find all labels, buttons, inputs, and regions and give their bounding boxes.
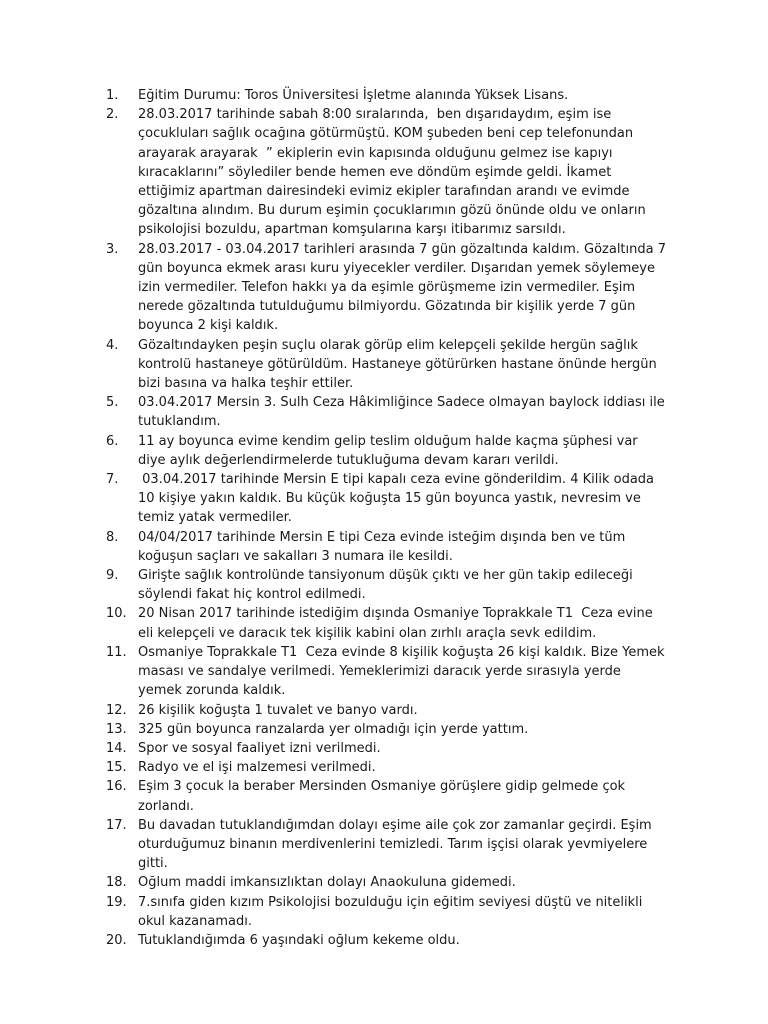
item-number: 11.	[106, 644, 127, 660]
list-item	[106, 643, 669, 701]
item-number: 5.	[106, 395, 119, 411]
list-item	[106, 758, 666, 777]
item-number: 13.	[106, 721, 127, 737]
item-number: 8.	[106, 529, 119, 545]
item-text: Eşim 3 çocuk la beraber Mersinden Osmaniye görüşlere gidip gelmede çok zorlandı.	[138, 779, 630, 814]
list-item	[106, 604, 666, 642]
item-text: Spor ve sosyal faaliyet izni verilmedi.	[138, 740, 381, 756]
item-text: 26 kişilik koğuşta 1 tuvalet ve banyo vardı.	[138, 702, 418, 718]
item-text: 325 gün boyunca ranzalarda yer olmadığı için yerde yattım.	[138, 721, 529, 737]
item-text: 03.04.2017 tarihinde Mersin E tipi kapalı ceza evine gönderildim. 4 Kilik odada 10 kişiye yakın kaldık. Bu küçük koğuşta 15 gün boyunca yastık, nevresim ve temiz yatak vermediler.	[138, 472, 659, 526]
item-number: 7.	[106, 472, 119, 488]
list-item	[106, 893, 666, 931]
item-text: 28.03.2017 - 03.04.2017 tarihleri arasında 7 gün gözaltında kaldım. Gözaltında 7 gün boyunca ekmek arası kuru yiyecekler verdiler. Dışarıdan yemek söylemeye izin vermediler. Telefon hakkı ya da eşimle görüşmeme izin vermediler. Eşim nerede gözaltında tutulduğumu bilmiyordu. Gözatında bir kişilik yerde 7 gün boyunca 2 kişi kaldık.	[138, 241, 671, 334]
item-number: 18.	[106, 875, 127, 891]
list-item	[106, 470, 666, 528]
item-text: 04/04/2017 tarihinde Mersin E tipi Ceza evinde isteğim dışında ben ve tüm koğuşun saçları ve sakalları 3 numara ile kesildi.	[138, 529, 630, 564]
list-item	[106, 432, 666, 470]
item-number: 3.	[106, 241, 119, 257]
item-number: 2.	[106, 107, 119, 123]
item-text: Tutuklandığımda 6 yaşındaki oğlum kekeme oldu.	[138, 932, 460, 948]
list-item	[106, 739, 666, 758]
item-text: Gözaltındayken peşin suçlu olarak görüp elim kelepçeli şekilde hergün sağlık kontrolü hastaneye götürüldüm. Hastaneye götürürken hastane önünde hergün bizi basına va halka teşhir ettiler.	[138, 337, 661, 392]
list-item	[106, 816, 666, 874]
item-text: 20 Nisan 2017 tarihinde istediğim dışında Osmaniye Toprakkale T1 Ceza evine eli kelepçeli ve daracık tek kişilik kabini olan zırhlı araçla sevk edildim.	[138, 606, 657, 641]
item-number: 1.	[106, 88, 119, 103]
item-text: Oğlum maddi imkansızlıktan dolayı Anaokuluna gidemedi.	[138, 875, 516, 891]
item-number: 20.	[106, 932, 127, 948]
item-text: Bu davadan tutuklandığımdan dolayı eşime aile çok zor zamanlar geçirdi. Eşim oturduğumuz binanın merdivenlerini temizledi. Tarım işçisi olarak yevmiyelere gitti.	[138, 817, 656, 872]
item-number: 6.	[106, 433, 119, 449]
list-item	[106, 336, 666, 394]
list-item	[106, 931, 666, 950]
item-text: 7.sınıfa giden kızım Psikolojisi bozulduğu için eğitim seviyesi düştü ve nitelikli okul kazanamadı.	[138, 894, 647, 929]
item-number: 10.	[106, 606, 127, 622]
list-item	[106, 566, 666, 604]
list-item	[106, 105, 666, 239]
item-text: 03.04.2017 Mersin 3. Sulh Ceza Hâkimliğince Sadece olmayan baylock iddiası ile tutuklandım.	[138, 395, 669, 430]
item-number: 15.	[106, 760, 127, 776]
list-item	[106, 240, 671, 336]
item-number: 16.	[106, 779, 127, 795]
list-item	[106, 720, 666, 739]
item-text: Eğitim Durumu: Toros Üniversitesi İşletme alanında Yüksek Lisans.	[138, 88, 569, 103]
list-item	[106, 86, 666, 105]
item-text: Osmaniye Toprakkale T1 Ceza evinde 8 kişilik koğuşta 26 kişi kaldık. Bize Yemek masası ve sandalye verilmedi. Yemeklerimizi daracık yerde sırasıyla yerde yemek zorunda kaldık.	[138, 644, 669, 699]
numbered-list	[106, 86, 671, 950]
list-item	[106, 701, 666, 720]
item-number: 17.	[106, 817, 127, 833]
item-number: 4.	[106, 337, 119, 353]
list-item	[106, 777, 666, 815]
list-item	[106, 528, 666, 566]
item-number: 9.	[106, 568, 119, 584]
item-number: 19.	[106, 894, 127, 910]
item-text: 11 ay boyunca evime kendim gelip teslim olduğum halde kaçma şüphesi var diye aylık değerlendirmelerde tutukluğuma devam kararı verildi.	[138, 433, 642, 468]
item-number: 12.	[106, 702, 127, 718]
list-item	[106, 393, 669, 431]
item-number: 14.	[106, 740, 127, 756]
item-text: 28.03.2017 tarihinde sabah 8:00 sıralarında, ben dışarıdaydım, eşim ise çocukluları sağlık ocağına götürmüştü. KOM şubeden beni cep telefonundan arayarak arayarak ” ekiplerin evin kapısında olduğunu gelmez ise kapıyı kıracaklarını” söylediler bende hemen eve döndüm eşimde geldi. İkamet ettiğimiz apartman dairesindeki evimiz ekipler tarafından arandı ve evimde gözaltına alındım. Bu durum eşimin çocuklarımın gözü önünde oldu ve onların psikolojisi bozuldu, apartman komşularına karşı itibarımız sarsıldı.	[138, 107, 650, 238]
list-item	[106, 873, 666, 892]
item-text: Radyo ve el işi malzemesi verilmedi.	[138, 760, 376, 776]
item-text: Girişte sağlık kontrolünde tansiyonum düşük çıktı ve her gün takip edileceği söylendi fakat hiç kontrol edilmedi.	[138, 568, 637, 603]
